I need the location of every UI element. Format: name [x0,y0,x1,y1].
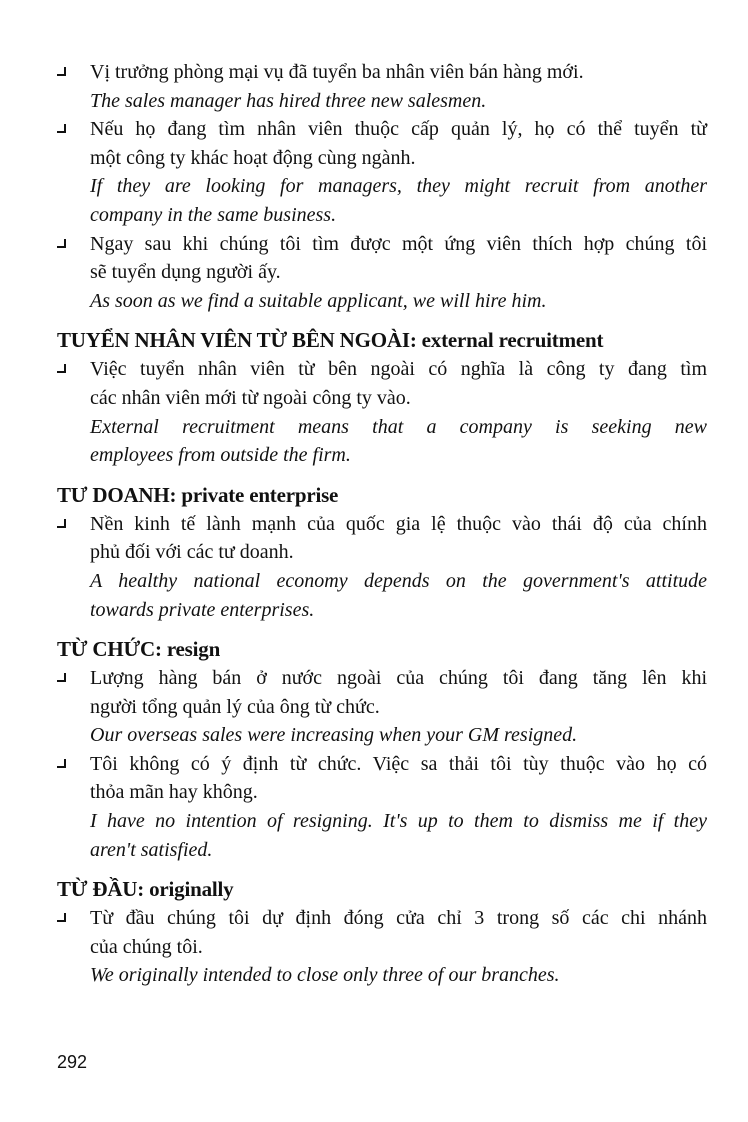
vietnamese-sentence-line: các nhân viên mới từ ngoài công ty vào. [90,386,411,409]
heading-vietnamese: TƯ DOANH: [57,482,177,507]
example-item [57,664,707,750]
example-item [57,355,707,469]
example-item [57,510,707,624]
bullet-icon [57,913,66,922]
section [57,58,707,315]
vietnamese-sentence-line: thỏa mãn hay không. [90,781,258,804]
heading-vietnamese: TUYỂN NHÂN VIÊN TỪ BÊN NGOÀI: [57,328,417,353]
english-translation-line: External recruitment means that a company is seeking new [90,415,707,438]
bullet-icon [57,124,66,133]
section-heading [57,325,707,355]
vietnamese-sentence-line: Nền kinh tế lành mạnh của quốc gia lệ thuộc vào thái độ của chính [90,512,707,535]
example-item [57,115,707,229]
section-heading [57,480,707,510]
section [57,480,707,624]
english-translation-line: A healthy national economy depends on the government's attitude [90,569,707,592]
page-content [57,58,707,990]
english-translation-line: employees from outside the firm. [90,444,351,467]
bullet-icon [57,673,66,682]
english-translation-line: The sales manager has hired three new salesmen. [90,89,487,112]
heading-english: private enterprise [181,482,339,507]
english-translation-line: We originally intended to close only three of our branches. [90,964,560,987]
vietnamese-sentence-line: Tôi không có ý định từ chức. Việc sa thải tôi tùy thuộc vào họ có [90,752,707,775]
example-item [57,750,707,864]
heading-english: originally [149,877,234,902]
example-item [57,58,707,115]
vietnamese-sentence-line: phủ đối với các tư doanh. [90,541,294,564]
section [57,874,707,990]
bullet-icon [57,364,66,373]
page-number: 292 [57,1052,88,1072]
english-translation-line: company in the same business. [90,203,337,226]
section [57,634,707,864]
section-heading [57,634,707,664]
vietnamese-sentence-line: của chúng tôi. [90,935,203,958]
vietnamese-sentence-line: Từ đầu chúng tôi dự định đóng cửa chỉ 3 trong số các chi nhánh [90,907,707,930]
english-translation-line: towards private enterprises. [90,598,315,621]
bullet-icon [57,759,66,768]
bullet-icon [57,239,66,248]
heading-english: external recruitment [421,328,604,353]
example-item [57,904,707,990]
english-translation-line: Our overseas sales were increasing when your GM resigned. [90,724,578,747]
section-heading [57,874,707,904]
english-translation-line: aren't satisfied. [90,838,213,861]
vietnamese-sentence-line: Lượng hàng bán ở nước ngoài của chúng tôi đang tăng lên khi [90,667,707,690]
heading-vietnamese: TỪ ĐẦU: [57,877,145,902]
vietnamese-sentence-line: một công ty khác hoạt động cùng ngành. [90,146,416,169]
section [57,325,707,469]
example-item [57,230,707,316]
english-translation-line: If they are looking for managers, they might recruit from another [90,175,707,198]
heading-vietnamese: TỪ CHỨC: [57,637,162,662]
vietnamese-sentence-line: Nếu họ đang tìm nhân viên thuộc cấp quản lý, họ có thể tuyển từ [90,118,707,141]
vietnamese-sentence-line: Vị trưởng phòng mại vụ đã tuyển ba nhân viên bán hàng mới. [90,61,584,83]
english-translation-line: I have no intention of resigning. It's up to them to dismiss me if they [90,810,707,833]
heading-english: resign [166,637,221,662]
vietnamese-sentence-line: sẽ tuyển dụng người ấy. [90,261,281,284]
bullet-icon [57,67,66,76]
english-translation-line: As soon as we find a suitable applicant, we will hire him. [90,289,547,312]
bullet-icon [57,519,66,528]
vietnamese-sentence-line: người tổng quản lý của ông từ chức. [90,695,380,718]
vietnamese-sentence-line: Việc tuyển nhân viên từ bên ngoài có nghĩa là công ty đang tìm [90,358,707,381]
vietnamese-sentence-line: Ngay sau khi chúng tôi tìm được một ứng viên thích hợp chúng tôi [90,232,707,255]
